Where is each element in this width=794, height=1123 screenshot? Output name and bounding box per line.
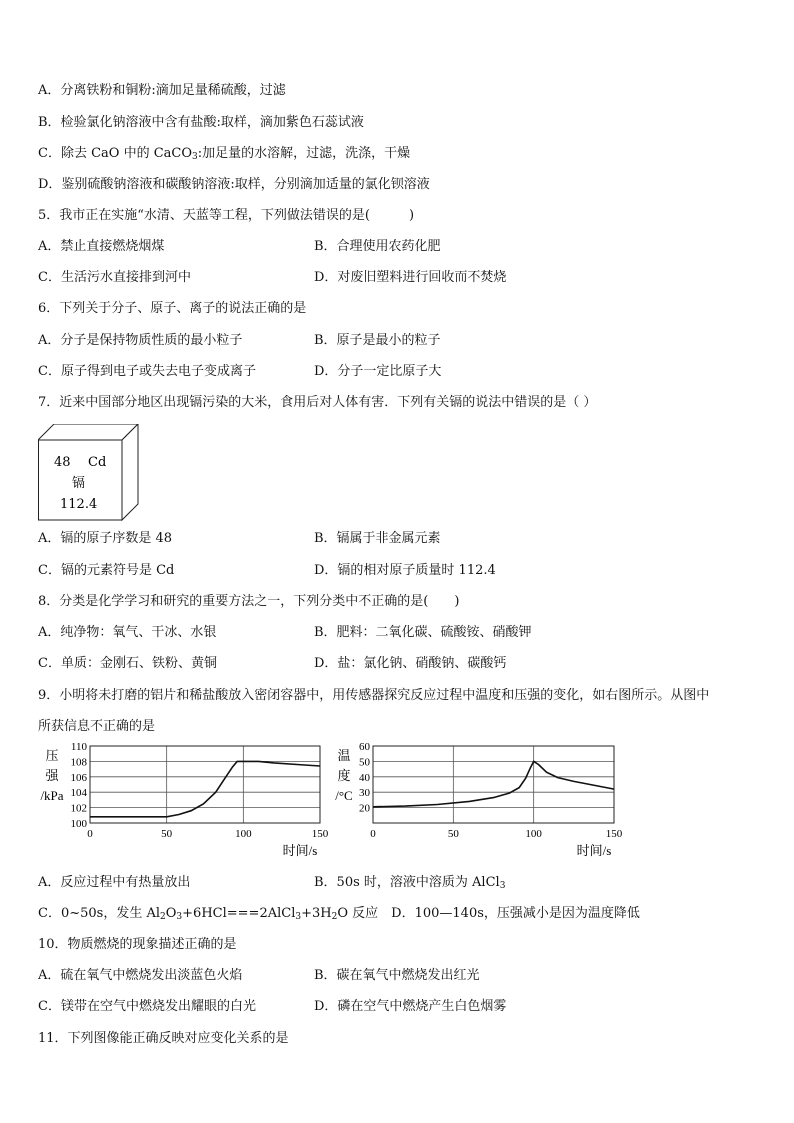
series-line (90, 761, 320, 816)
q9-option-b-sub: 3 (499, 881, 506, 891)
y-axis-label-part: 压 (45, 748, 59, 763)
q6-option-d: D．分子一定比原子大 (314, 364, 442, 379)
x-tick-label: 0 (87, 828, 93, 840)
q7-option-a: A．镉的原子序数是 48 (38, 531, 173, 546)
element-symbol: Cd (88, 455, 107, 470)
x-tick-label: 100 (525, 828, 542, 840)
pressure-chart (36, 740, 332, 874)
q10-option-d: D．磷在空气中燃烧产生白色烟雾 (314, 999, 507, 1014)
x-tick-label: 150 (311, 828, 329, 840)
y-axis-label-part: /°C (335, 788, 353, 803)
y-axis-label-part: 温 (337, 748, 351, 763)
plot-frame (90, 746, 320, 823)
q9c-s4: 2 (331, 912, 338, 922)
cube-top-face (38, 424, 138, 440)
y-axis-label-part: 度 (337, 768, 351, 783)
y-tick-label: 30 (359, 787, 370, 800)
y-tick-label: 108 (70, 756, 87, 769)
q9c-t5: O 反应 (337, 906, 379, 921)
q9c-t3: +6HCl===2AlCl (182, 906, 296, 921)
y-tick-label: 100 (70, 818, 87, 830)
q9-option-c (38, 905, 640, 926)
x-tick-label: 50 (161, 828, 173, 840)
q6-option-c: C．原子得到电子或失去电子变成离子 (38, 364, 256, 379)
q5-option-c: C．生活污水直接排到河中 (38, 270, 191, 285)
q9c-t2: O (165, 906, 177, 921)
question-10: 10．物质燃烧的现象描述正确的是 (38, 937, 237, 952)
question-9-line1: 9．小明将未打磨的铝片和稀盐酸放入密闭容器中，用传感器探究反应过程中温度和压强的变化，如右图所示。从图中 (38, 688, 710, 703)
x-axis-label: 时间/s (282, 843, 318, 858)
q5-option-a: A．禁止直接燃烧烟煤 (38, 239, 165, 254)
q10-option-b: B．碳在氧气中燃烧发出红光 (314, 968, 480, 983)
q6-option-a: A．分子是保持物质性质的最小粒子 (38, 333, 243, 348)
element-card-cube (38, 424, 142, 524)
x-tick-label: 0 (370, 828, 376, 840)
temperature-chart (324, 740, 624, 874)
x-tick-label: 100 (235, 828, 252, 840)
q7-option-c: C．镉的元素符号是 Cd (38, 563, 175, 578)
q4-option-c (38, 145, 410, 166)
cube-side-face (122, 424, 138, 520)
question-8: 8．分类是化学学习和研究的重要方法之一，下列分类中不正确的是( ) (38, 594, 460, 609)
q9c-s2: 3 (176, 912, 183, 922)
q4-option-d: D．鉴别硫酸钠溶液和碳酸钠溶液:取样，分别滴加适量的氯化钡溶液 (38, 177, 430, 192)
y-tick-label: 40 (359, 771, 370, 784)
y-tick-label: 104 (70, 787, 87, 800)
y-tick-label: 20 (359, 802, 370, 815)
q7-option-d: D．镉的相对原子质量时 112.4 (314, 563, 496, 578)
q9c-s3: 3 (295, 912, 302, 922)
q10-option-c: C．镁带在空气中燃烧发出耀眼的白光 (38, 999, 256, 1014)
y-axis-label-part: /kPa (40, 788, 64, 803)
q5-option-b: B．合理使用农药化肥 (314, 239, 441, 254)
y-tick-label: 60 (359, 741, 370, 753)
q8-option-c: C．单质：金刚石、铁粉、黄铜 (38, 656, 217, 671)
question-11: 11．下列图像能正确反映对应变化关系的是 (38, 1031, 289, 1046)
y-tick-label: 102 (70, 802, 87, 815)
plot-frame (373, 746, 614, 823)
q6-option-b: B．原子是最小的粒子 (314, 333, 441, 348)
question-7: 7．近来中国部分地区出现镉污染的大米，食用后对人体有害．下列有关镉的说法中错误的是（ ） (38, 395, 597, 410)
q9c-t4: +3H (301, 906, 332, 921)
q9-option-b (314, 874, 505, 895)
q5-option-d: D．对废旧塑料进行回收而不焚烧 (314, 270, 507, 285)
q4-option-b: B．检验氯化钠溶液中含有盐酸:取样，滴加紫色石蕊试液 (38, 115, 364, 130)
q9c-s1: 2 (160, 912, 166, 922)
q9-option-b-text: B．50s 时，溶液中溶质为 AlCl (314, 875, 500, 890)
q4-option-c-sub: 3 (192, 152, 198, 162)
series-line (373, 761, 614, 806)
x-axis-label: 时间/s (576, 843, 612, 858)
x-tick-label: 150 (605, 828, 623, 840)
q4-option-a: A．分离铁粉和铜粉:滴加足量稀硫酸，过滤 (38, 83, 286, 98)
q8-option-b: B．肥料：二氧化碳、硫酸铵、硝酸钾 (314, 625, 532, 640)
question-9-line2: 所获信息不正确的是 (38, 719, 156, 734)
q7-option-b: B．镉属于非金属元素 (314, 531, 441, 546)
q10-option-a: A．硫在氧气中燃烧发出淡蓝色火焰 (38, 968, 243, 983)
q9c-t1: C．0~50s，发生 Al (38, 906, 161, 921)
x-tick-label: 50 (447, 828, 459, 840)
q9-option-a: A．反应过程中有热量放出 (38, 875, 191, 890)
q4-option-c-text2: :加足量的水溶解，过滤，洗涤，干燥 (197, 146, 411, 161)
q8-option-d: D．盐：氯化钠、硝酸钠、碳酸钙 (314, 656, 507, 671)
y-tick-label: 110 (70, 741, 87, 753)
atomic-mass: 112.4 (60, 497, 98, 512)
question-5: 5．我市正在实施“水清、天蓝等工程，下列做法错误的是( ) (38, 208, 415, 223)
temperature-chart-svg (324, 740, 624, 870)
y-axis-label-part: 强 (45, 768, 59, 783)
question-6: 6．下列关于分子、原子、离子的说法正确的是 (38, 301, 307, 316)
element-card-cadmium (38, 424, 142, 528)
y-tick-label: 106 (70, 771, 87, 784)
q4-option-c-text: C．除去 CaO 中的 CaCO (38, 146, 193, 161)
pressure-chart-svg (36, 740, 332, 870)
q8-option-a: A．纯净物：氧气、干冰、水银 (38, 625, 217, 640)
y-tick-label: 50 (359, 756, 370, 769)
element-name: 镉 (72, 476, 86, 491)
atomic-number: 48 (54, 455, 71, 470)
q9-option-d: D．100—140s，压强减小是因为温度降低 (391, 906, 640, 921)
